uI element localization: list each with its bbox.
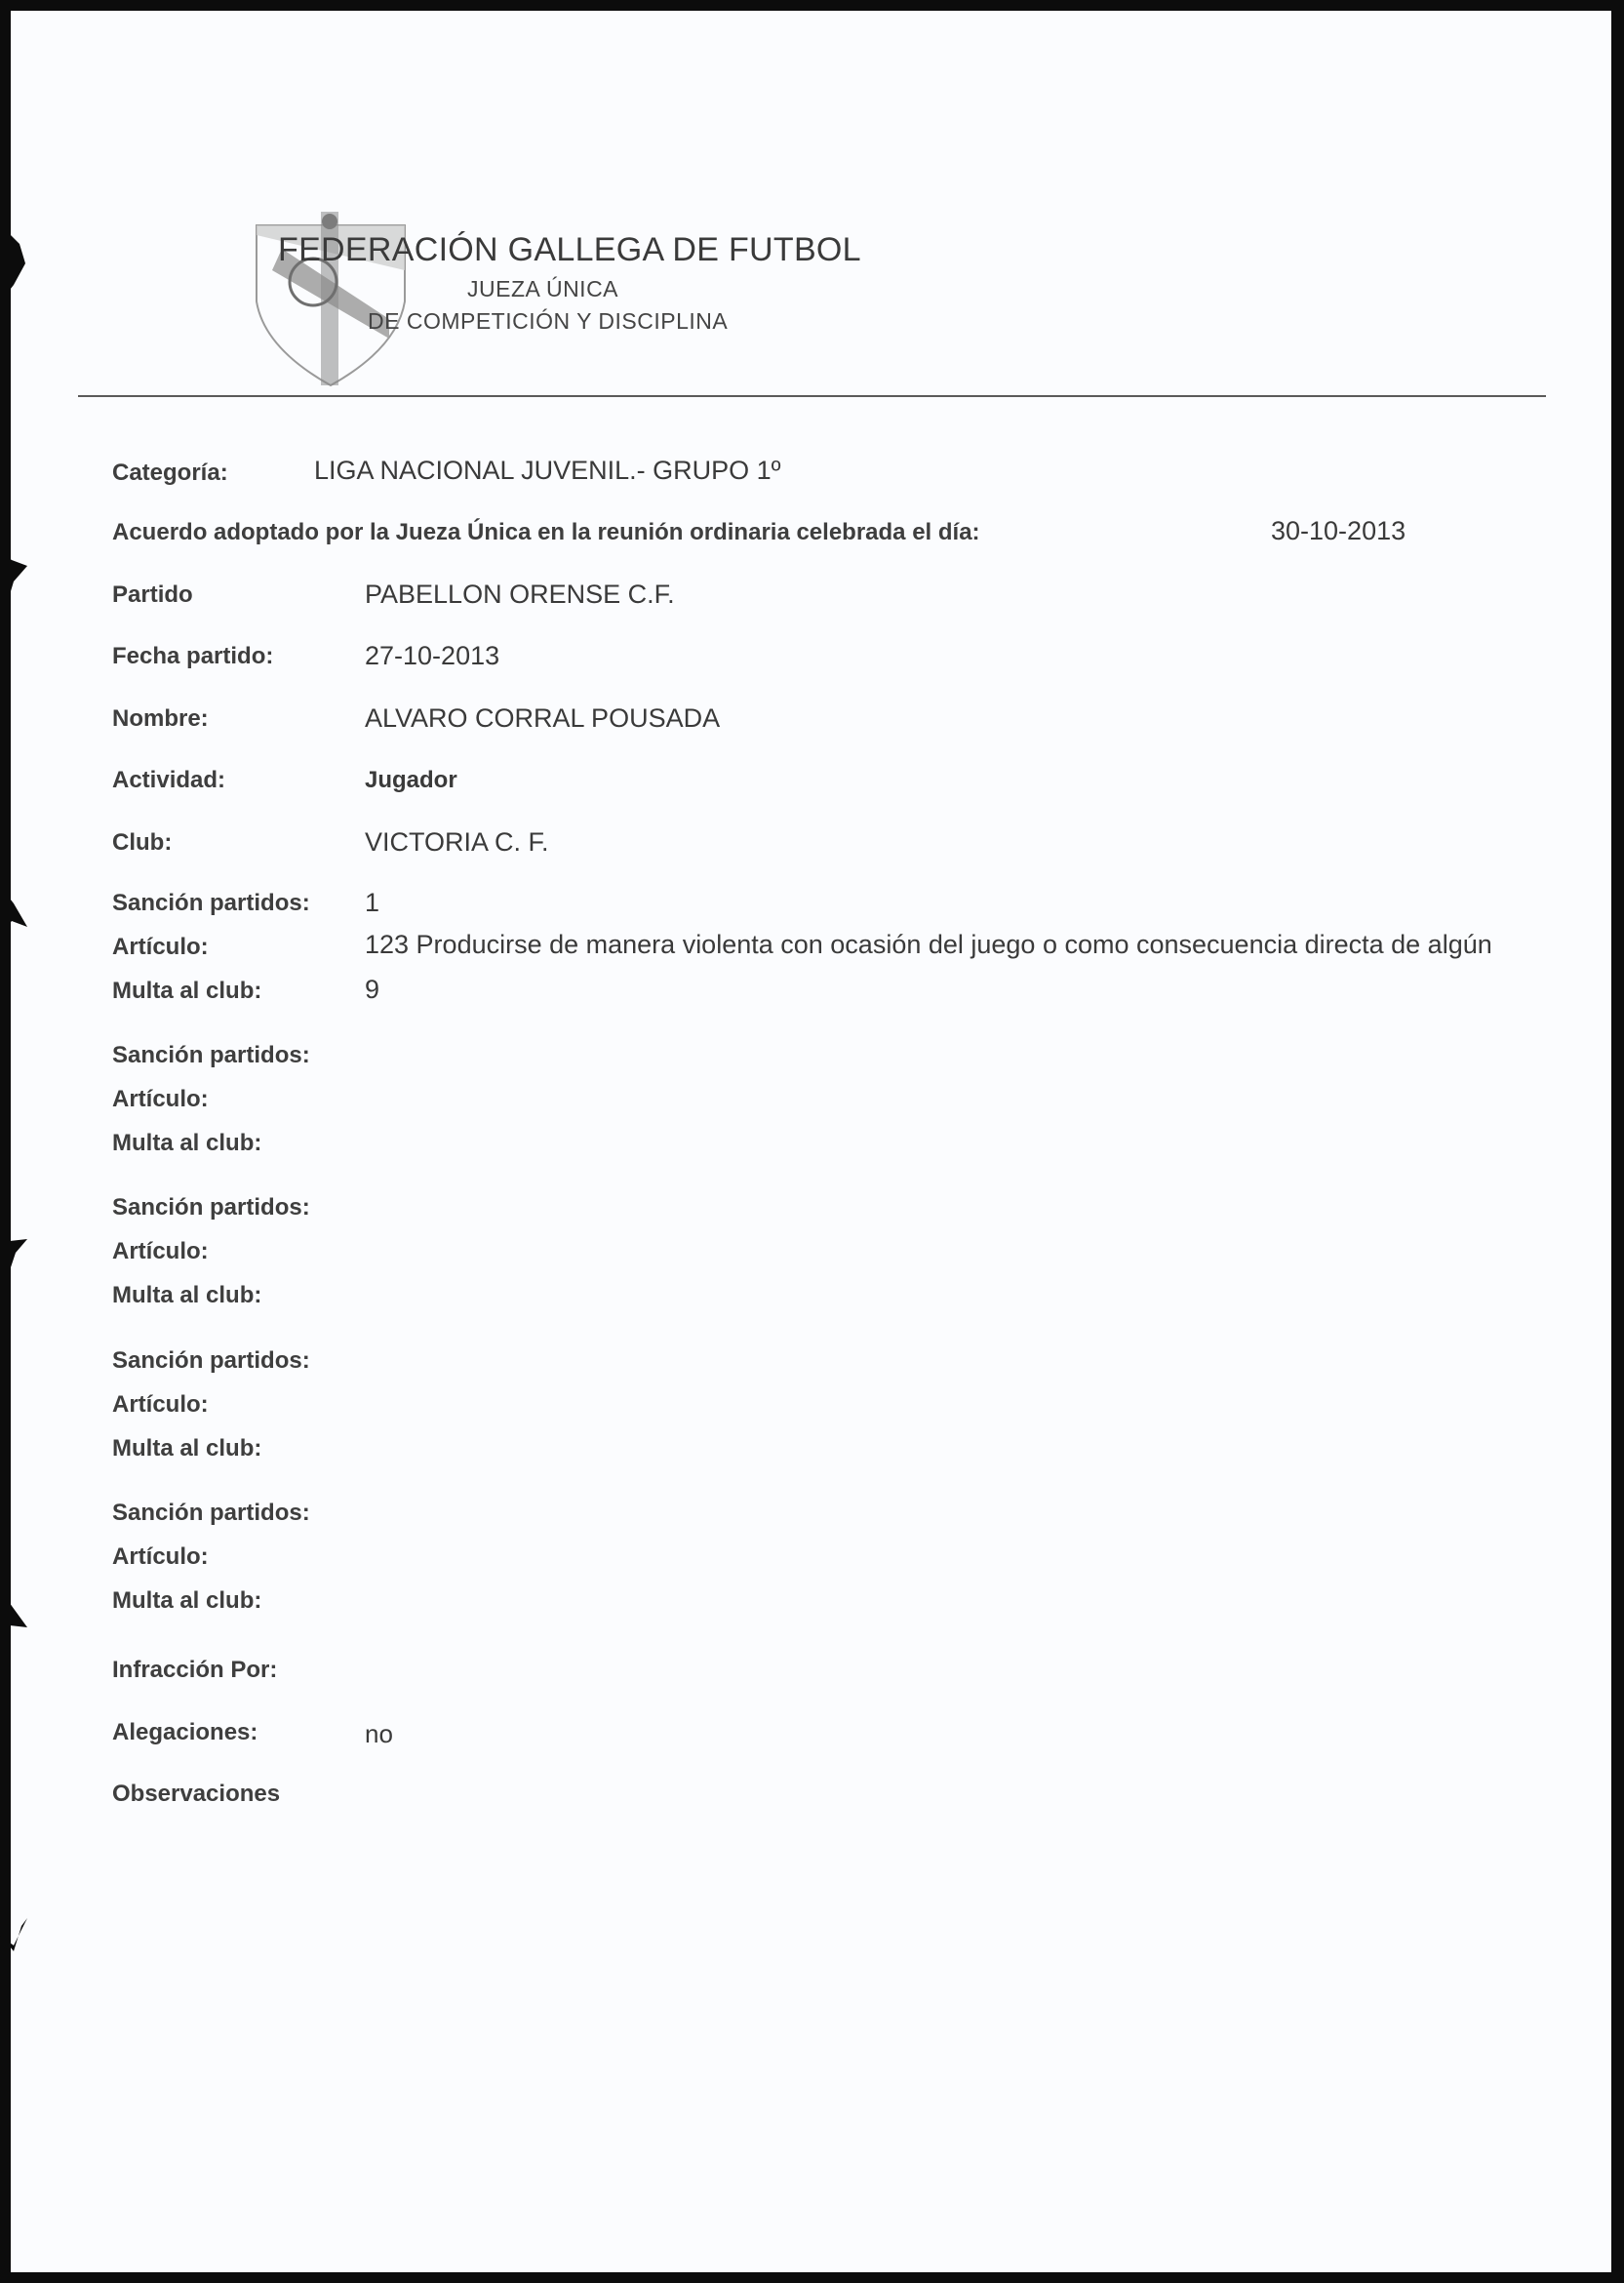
multa-club-label: Multa al club: — [112, 1587, 262, 1614]
categoria-value: LIGA NACIONAL JUVENIL.- GRUPO 1º — [314, 456, 781, 485]
nombre-label: Nombre: — [112, 705, 209, 732]
punch-mark — [0, 552, 27, 601]
header-subtitle-line1: JUEZA ÚNICA — [467, 276, 619, 301]
articulo-label: Artículo: — [112, 1391, 209, 1418]
fecha-partido-label: Fecha partido: — [112, 643, 274, 669]
multa-club-value: 9 — [365, 975, 380, 1004]
articulo-label: Artículo: — [112, 1543, 209, 1570]
punch-mark — [0, 1588, 27, 1637]
alegaciones-value: no — [365, 1719, 393, 1748]
sancion-partidos-label: Sanción partidos: — [112, 1194, 310, 1221]
punch-mark — [0, 1916, 27, 1955]
articulo-label: Artículo: — [112, 1238, 209, 1264]
partido-label: Partido — [112, 581, 193, 608]
multa-club-label: Multa al club: — [112, 978, 262, 1004]
sancion-partidos-label: Sanción partidos: — [112, 1347, 310, 1374]
nombre-value: ALVARO CORRAL POUSADA — [365, 703, 721, 733]
multa-club-label: Multa al club: — [112, 1435, 262, 1462]
articulo-value: 123 Producirse de manera violenta con ocasión del juego o como consecuencia directa de algún — [365, 930, 1492, 959]
multa-club-label: Multa al club: — [112, 1130, 262, 1156]
punch-mark — [0, 224, 27, 302]
acuerdo-label: Acuerdo adoptado por la Jueza Única en la reunión ordinaria celebrada el día: — [112, 519, 980, 545]
alegaciones-label: Alegaciones: — [112, 1719, 258, 1745]
partido-value: PABELLON ORENSE C.F. — [365, 580, 675, 609]
header-divider — [78, 395, 1546, 397]
articulo-label: Artículo: — [112, 934, 209, 960]
articulo-label: Artículo: — [112, 1086, 209, 1112]
fecha-partido-value: 27-10-2013 — [365, 641, 500, 670]
sancion-partidos-label: Sanción partidos: — [112, 1042, 310, 1068]
actividad-label: Actividad: — [112, 767, 226, 793]
sancion-partidos-label: Sanción partidos: — [112, 1500, 310, 1526]
infraccion-label: Infracción Por: — [112, 1657, 278, 1683]
punch-mark — [0, 1231, 27, 1280]
club-label: Club: — [112, 829, 173, 856]
sancion-partidos-value: 1 — [365, 888, 380, 917]
acuerdo-date: 30-10-2013 — [1271, 516, 1406, 545]
sancion-partidos-label: Sanción partidos: — [112, 890, 310, 916]
document-page — [11, 11, 1611, 2272]
punch-mark — [0, 886, 27, 935]
header-subtitle-line2: DE COMPETICIÓN Y DISCIPLINA — [368, 308, 729, 334]
club-value: VICTORIA C. F. — [365, 827, 549, 857]
federation-title: FEDERACIÓN GALLEGA DE FUTBOL — [278, 231, 861, 268]
actividad-value: Jugador — [365, 767, 457, 793]
categoria-label: Categoría: — [112, 460, 228, 486]
observaciones-label: Observaciones — [112, 1781, 281, 1807]
multa-club-label: Multa al club: — [112, 1282, 262, 1308]
